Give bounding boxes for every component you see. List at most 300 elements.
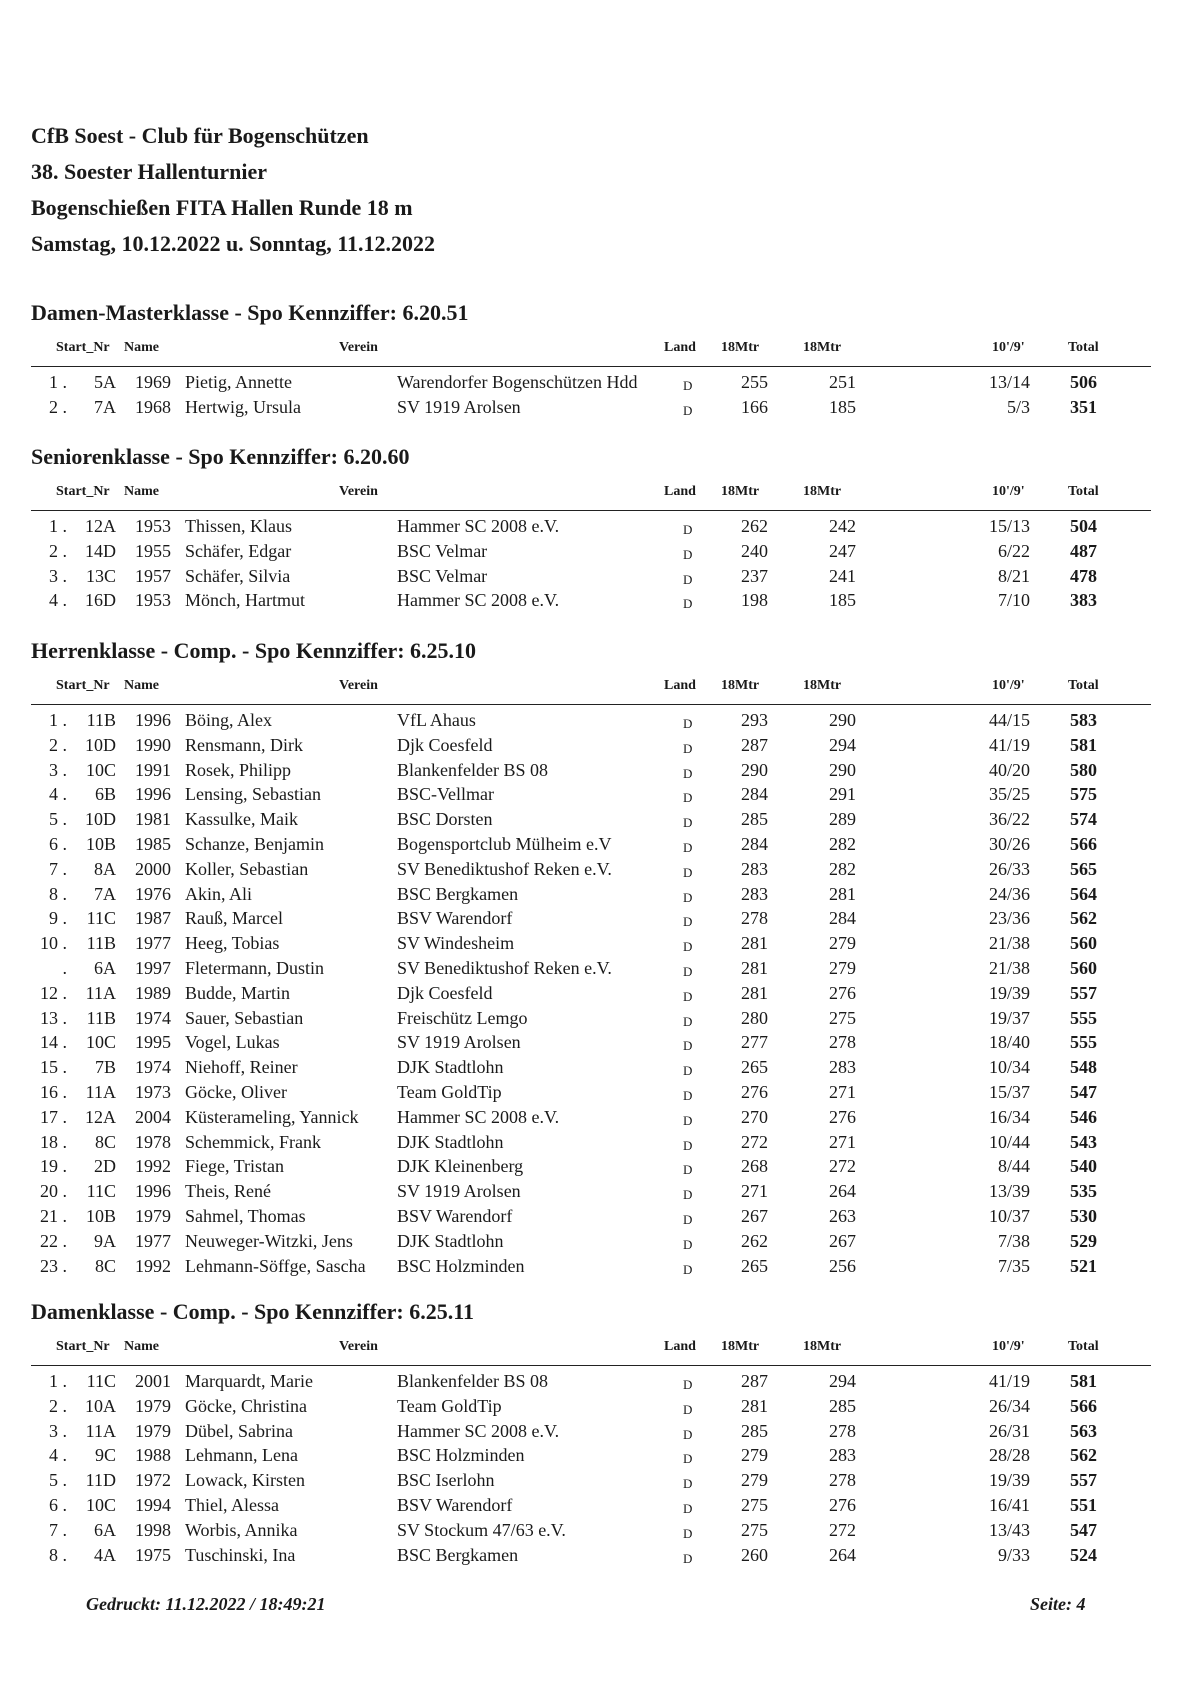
col-header-name: Name — [124, 484, 159, 499]
round1-score-cell: 279 — [741, 1445, 768, 1466]
tens-nines-cell: 35/25 — [988, 784, 1030, 805]
rank-cell: 8 . — [49, 1544, 67, 1565]
athlete-name-cell: Theis, René — [185, 1181, 271, 1202]
club-cell: Blankenfelder BS 08 — [397, 759, 548, 780]
rank-cell: 23 . — [40, 1255, 67, 1276]
tens-nines-cell: 36/22 — [988, 809, 1030, 830]
birth-year-cell: 1988 — [135, 1445, 171, 1466]
round1-score-cell: 290 — [741, 759, 768, 780]
birth-year-cell: 1996 — [135, 784, 171, 805]
round1-score-cell: 287 — [741, 734, 768, 755]
club-cell: SV Stockum 47/63 e.V. — [397, 1519, 566, 1540]
document-header — [31, 118, 435, 262]
round1-score-cell: 285 — [741, 1420, 768, 1441]
total-score-cell: 478 — [1070, 565, 1097, 586]
col-header-verein: Verein — [339, 1339, 378, 1354]
start-nr-cell: 10C — [85, 1494, 116, 1515]
round2-score-cell: 271 — [829, 1081, 856, 1102]
rank-cell: 12 . — [40, 982, 67, 1003]
round2-score-cell: 294 — [829, 1371, 856, 1391]
rank-cell: 5 . — [49, 1470, 67, 1491]
col-header-total: Total — [1068, 484, 1099, 499]
athlete-name-cell: Fiege, Tristan — [185, 1156, 285, 1177]
tens-nines-cell: 44/15 — [988, 710, 1030, 730]
result-row — [31, 1080, 1151, 1105]
discipline-title: Bogenschießen FITA Hallen Runde 18 m — [31, 195, 413, 220]
athlete-name-cell: Göcke, Christina — [185, 1395, 307, 1416]
rank-cell: 19 . — [40, 1156, 67, 1177]
tens-nines-cell: 40/20 — [988, 759, 1030, 780]
birth-year-cell: 2000 — [135, 858, 171, 879]
country-cell: D — [683, 1063, 693, 1079]
results-section — [31, 444, 1151, 613]
total-score-cell: 351 — [1070, 396, 1097, 417]
start-nr-cell: 10C — [85, 759, 116, 780]
athlete-name-cell: Koller, Sebastian — [185, 858, 309, 879]
tens-nines-cell: 8/21 — [997, 565, 1030, 586]
tens-nines-cell: 19/37 — [988, 1007, 1030, 1028]
total-score-cell: 521 — [1070, 1255, 1097, 1276]
result-row — [31, 1254, 1151, 1279]
rank-cell: 18 . — [40, 1131, 67, 1152]
col-header-tens-nines: 10'/9' — [992, 484, 1025, 499]
athlete-name-cell: Pietig, Annette — [185, 372, 292, 392]
start-nr-cell: 8C — [94, 1255, 116, 1276]
athlete-name-cell: Worbis, Annika — [185, 1519, 298, 1540]
result-row — [31, 1055, 1151, 1080]
start-nr-cell: 11D — [85, 1470, 116, 1491]
round2-score-cell: 242 — [829, 516, 856, 536]
event-dates: Samstag, 10.12.2022 u. Sonntag, 11.12.2022 — [31, 231, 436, 256]
rank-cell: 10 . — [40, 933, 67, 954]
total-score-cell: 566 — [1070, 1395, 1097, 1416]
round1-score-cell: 260 — [741, 1544, 768, 1565]
total-score-cell: 487 — [1070, 540, 1097, 561]
start-nr-cell: 10D — [85, 809, 116, 830]
club-cell: Djk Coesfeld — [397, 734, 493, 755]
total-score-cell: 562 — [1070, 908, 1097, 929]
rank-cell: . — [62, 957, 67, 978]
country-cell: D — [683, 1525, 693, 1541]
tens-nines-cell: 28/28 — [988, 1445, 1030, 1466]
birth-year-cell: 1987 — [135, 908, 171, 929]
country-cell: D — [683, 988, 693, 1004]
result-row — [31, 956, 1151, 981]
round2-score-cell: 278 — [829, 1032, 856, 1053]
birth-year-cell: 1957 — [135, 565, 171, 586]
birth-year-cell: 1979 — [135, 1205, 171, 1226]
col-header-18mtr-2: 18Mtr — [803, 678, 842, 693]
club-cell: DJK Stadtlohn — [397, 1131, 504, 1152]
round2-score-cell: 283 — [829, 1057, 856, 1078]
country-cell: D — [683, 1476, 693, 1492]
club-cell: BSC Iserlohn — [397, 1470, 495, 1491]
start-nr-cell: 12A — [85, 516, 116, 536]
page-number: Seite: 4 — [1030, 1594, 1086, 1614]
round2-score-cell: 285 — [829, 1395, 856, 1416]
section-title: Damenklasse - Comp. - Spo Kennziffer: 6.25.11 — [31, 1299, 475, 1324]
round2-score-cell: 279 — [829, 933, 856, 954]
result-row — [31, 1443, 1151, 1468]
birth-year-cell: 1979 — [135, 1395, 171, 1416]
country-cell: D — [683, 790, 693, 806]
col-header-total: Total — [1068, 678, 1099, 693]
athlete-name-cell: Rauß, Marcel — [185, 908, 283, 929]
club-cell: BSV Warendorf — [397, 1494, 513, 1515]
result-row — [31, 514, 1151, 539]
round1-score-cell: 281 — [741, 982, 768, 1003]
round2-score-cell: 281 — [829, 883, 856, 904]
birth-year-cell: 1998 — [135, 1519, 171, 1540]
birth-year-cell: 1985 — [135, 833, 171, 854]
round1-score-cell: 270 — [741, 1106, 768, 1127]
rank-cell: 20 . — [40, 1181, 67, 1202]
athlete-name-cell: Kassulke, Maik — [185, 809, 298, 830]
tens-nines-cell: 6/22 — [997, 540, 1030, 561]
round1-score-cell: 275 — [741, 1494, 768, 1515]
club-cell: BSC Holzminden — [397, 1255, 525, 1276]
birth-year-cell: 1996 — [135, 1181, 171, 1202]
round1-score-cell: 287 — [741, 1371, 768, 1391]
tens-nines-cell: 13/39 — [988, 1181, 1030, 1202]
start-nr-cell: 10C — [85, 1032, 116, 1053]
club-cell: Hammer SC 2008 e.V. — [397, 1420, 560, 1441]
athlete-name-cell: Lowack, Kirsten — [185, 1470, 305, 1491]
result-row — [31, 1369, 1151, 1394]
results-section — [31, 1299, 1151, 1567]
country-cell: D — [683, 546, 693, 562]
club-cell: Team GoldTip — [397, 1395, 502, 1416]
rank-cell: 4 . — [49, 784, 67, 805]
country-cell: D — [683, 1426, 693, 1442]
tens-nines-cell: 16/34 — [988, 1106, 1030, 1127]
club-cell: Warendorfer Bogenschützen Hdd — [397, 372, 638, 392]
total-score-cell: 565 — [1070, 858, 1097, 879]
total-score-cell: 524 — [1070, 1544, 1097, 1565]
birth-year-cell: 1989 — [135, 982, 171, 1003]
total-score-cell: 563 — [1070, 1420, 1097, 1441]
country-cell: D — [683, 963, 693, 979]
country-cell: D — [683, 1500, 693, 1516]
tens-nines-cell: 7/35 — [997, 1255, 1030, 1276]
start-nr-cell: 9C — [94, 1445, 116, 1466]
rank-cell: 2 . — [49, 1395, 67, 1416]
tens-nines-cell: 16/41 — [988, 1494, 1030, 1515]
country-cell: D — [683, 1013, 693, 1029]
tens-nines-cell: 19/39 — [988, 982, 1030, 1003]
start-nr-cell: 10B — [85, 1205, 116, 1226]
athlete-name-cell: Hertwig, Ursula — [185, 396, 301, 417]
rank-cell: 8 . — [49, 883, 67, 904]
rank-cell: 15 . — [40, 1057, 67, 1078]
round2-score-cell: 276 — [829, 1494, 856, 1515]
athlete-name-cell: Budde, Martin — [185, 982, 290, 1003]
rank-cell: 9 . — [49, 908, 67, 929]
column-header-row — [31, 336, 1151, 364]
rank-cell: 6 . — [49, 1494, 67, 1515]
start-nr-cell: 10A — [85, 1395, 116, 1416]
round1-score-cell: 271 — [741, 1181, 768, 1202]
round1-score-cell: 284 — [741, 784, 768, 805]
birth-year-cell: 1990 — [135, 734, 171, 755]
rank-cell: 13 . — [40, 1007, 67, 1028]
tens-nines-cell: 41/19 — [988, 1371, 1030, 1391]
col-header-name: Name — [124, 1339, 159, 1354]
country-cell: D — [683, 716, 693, 731]
athlete-name-cell: Lehmann, Lena — [185, 1445, 298, 1466]
club-cell: BSC Bergkamen — [397, 1544, 519, 1565]
birth-year-cell: 1975 — [135, 1544, 171, 1565]
birth-year-cell: 1955 — [135, 540, 171, 561]
club-cell: Hammer SC 2008 e.V. — [397, 516, 560, 536]
club-cell: BSC-Vellmar — [397, 784, 494, 805]
result-row — [31, 882, 1151, 907]
country-cell: D — [683, 864, 693, 880]
round2-score-cell: 291 — [829, 784, 856, 805]
rank-cell: 3 . — [49, 565, 67, 586]
club-cell: Djk Coesfeld — [397, 982, 493, 1003]
country-cell: D — [683, 1162, 693, 1178]
country-cell: D — [683, 1038, 693, 1054]
club-cell: SV 1919 Arolsen — [397, 1181, 521, 1202]
country-cell: D — [683, 571, 693, 587]
total-score-cell: 506 — [1070, 372, 1097, 392]
rank-cell: 4 . — [49, 590, 67, 611]
result-row — [31, 1468, 1151, 1493]
col-header-name: Name — [124, 678, 159, 693]
start-nr-cell: 8C — [94, 1131, 116, 1152]
club-cell: DJK Kleinenberg — [397, 1156, 524, 1177]
total-score-cell: 548 — [1070, 1057, 1097, 1078]
athlete-name-cell: Lehmann-Söffge, Sascha — [185, 1255, 366, 1276]
total-score-cell: 529 — [1070, 1230, 1097, 1251]
tens-nines-cell: 5/3 — [1006, 396, 1030, 417]
country-cell: D — [683, 1261, 693, 1277]
start-nr-cell: 7B — [94, 1057, 116, 1078]
result-row — [31, 1006, 1151, 1031]
result-row — [31, 1154, 1151, 1179]
athlete-name-cell: Schäfer, Edgar — [185, 540, 292, 561]
round1-score-cell: 285 — [741, 809, 768, 830]
round1-score-cell: 267 — [741, 1205, 768, 1226]
start-nr-cell: 2D — [94, 1156, 116, 1177]
rank-cell: 1 . — [49, 1371, 67, 1391]
athlete-name-cell: Marquardt, Marie — [185, 1371, 313, 1391]
col-header-land: Land — [664, 1339, 696, 1354]
tens-nines-cell: 18/40 — [988, 1032, 1030, 1053]
total-score-cell: 557 — [1070, 982, 1097, 1003]
round2-score-cell: 283 — [829, 1445, 856, 1466]
birth-year-cell: 1969 — [135, 372, 171, 392]
rank-cell: 1 . — [49, 516, 67, 536]
result-row — [31, 564, 1151, 589]
total-score-cell: 540 — [1070, 1156, 1097, 1177]
start-nr-cell: 6A — [94, 1519, 116, 1540]
country-cell: D — [683, 1550, 693, 1566]
results-section — [31, 638, 1151, 1278]
round2-score-cell: 290 — [829, 759, 856, 780]
birth-year-cell: 1976 — [135, 883, 171, 904]
column-header-row — [31, 1335, 1151, 1363]
country-cell: D — [683, 815, 693, 831]
start-nr-cell: 11C — [86, 1181, 116, 1202]
round2-score-cell: 278 — [829, 1470, 856, 1491]
total-score-cell: 555 — [1070, 1007, 1097, 1028]
round1-score-cell: 284 — [741, 833, 768, 854]
col-header-start-nr: Start_Nr — [56, 484, 110, 499]
total-score-cell: 575 — [1070, 784, 1097, 805]
club-cell: VfL Ahaus — [397, 710, 476, 730]
birth-year-cell: 1968 — [135, 396, 171, 417]
start-nr-cell: 11B — [86, 1007, 116, 1028]
rank-cell: 3 . — [49, 759, 67, 780]
result-row — [31, 807, 1151, 832]
birth-year-cell: 1977 — [135, 933, 171, 954]
start-nr-cell: 11B — [86, 933, 116, 954]
result-row — [31, 1105, 1151, 1130]
tens-nines-cell: 41/19 — [988, 734, 1030, 755]
tens-nines-cell: 7/38 — [997, 1230, 1030, 1251]
col-header-tens-nines: 10'/9' — [992, 678, 1025, 693]
round2-score-cell: 284 — [829, 908, 856, 929]
athlete-name-cell: Rensmann, Dirk — [185, 734, 303, 755]
round1-score-cell: 262 — [741, 516, 768, 536]
header-divider — [31, 510, 1151, 511]
round2-score-cell: 276 — [829, 982, 856, 1003]
birth-year-cell: 1978 — [135, 1131, 171, 1152]
start-nr-cell: 11A — [85, 1420, 116, 1441]
result-row — [31, 931, 1151, 956]
round2-score-cell: 278 — [829, 1420, 856, 1441]
total-score-cell: 547 — [1070, 1519, 1097, 1540]
round1-score-cell: 283 — [741, 883, 768, 904]
athlete-name-cell: Göcke, Oliver — [185, 1081, 287, 1102]
tens-nines-cell: 10/34 — [988, 1057, 1030, 1078]
birth-year-cell: 1973 — [135, 1081, 171, 1102]
birth-year-cell: 1979 — [135, 1420, 171, 1441]
club-cell: DJK Stadtlohn — [397, 1057, 504, 1078]
round2-score-cell: 275 — [829, 1007, 856, 1028]
start-nr-cell: 10B — [85, 833, 116, 854]
start-nr-cell: 6B — [94, 784, 116, 805]
athlete-name-cell: Fletermann, Dustin — [185, 957, 324, 978]
result-row — [31, 1419, 1151, 1444]
round1-score-cell: 198 — [741, 590, 768, 611]
round1-score-cell: 283 — [741, 858, 768, 879]
birth-year-cell: 1974 — [135, 1057, 171, 1078]
total-score-cell: 546 — [1070, 1106, 1097, 1127]
round2-score-cell: 294 — [829, 734, 856, 755]
column-header-row — [31, 480, 1151, 508]
club-cell: Bogensportclub Mülheim e.V — [397, 833, 612, 854]
country-cell: D — [683, 914, 693, 930]
total-score-cell: 574 — [1070, 809, 1097, 830]
club-cell: Hammer SC 2008 e.V. — [397, 1106, 560, 1127]
round1-score-cell: 265 — [741, 1255, 768, 1276]
round2-score-cell: 264 — [829, 1544, 856, 1565]
athlete-name-cell: Lensing, Sebastian — [185, 784, 321, 805]
club-cell: Team GoldTip — [397, 1081, 502, 1102]
round2-score-cell: 282 — [829, 858, 856, 879]
result-row — [31, 588, 1151, 613]
start-nr-cell: 8A — [94, 858, 116, 879]
round2-score-cell: 185 — [829, 396, 856, 417]
result-row — [31, 1229, 1151, 1254]
start-nr-cell: 11B — [86, 710, 116, 730]
start-nr-cell: 12A — [85, 1106, 116, 1127]
birth-year-cell: 1953 — [135, 590, 171, 611]
birth-year-cell: 1972 — [135, 1470, 171, 1491]
result-row — [31, 1179, 1151, 1204]
round1-score-cell: 276 — [741, 1081, 768, 1102]
rank-cell: 6 . — [49, 833, 67, 854]
tens-nines-cell: 10/44 — [988, 1131, 1030, 1152]
round2-score-cell: 276 — [829, 1106, 856, 1127]
rank-cell: 7 . — [49, 1519, 67, 1540]
country-cell: D — [683, 1211, 693, 1227]
club-cell: Hammer SC 2008 e.V. — [397, 590, 560, 611]
col-header-18mtr-2: 18Mtr — [803, 484, 842, 499]
club-cell: SV Benediktushof Reken e.V. — [397, 957, 612, 978]
club-cell: SV Benediktushof Reken e.V. — [397, 858, 612, 879]
round2-score-cell: 272 — [829, 1519, 856, 1540]
club-cell: DJK Stadtlohn — [397, 1230, 504, 1251]
total-score-cell: 557 — [1070, 1470, 1097, 1491]
result-row — [31, 1543, 1151, 1568]
rank-cell: 2 . — [49, 734, 67, 755]
total-score-cell: 504 — [1070, 516, 1097, 536]
rank-cell: 21 . — [40, 1205, 67, 1226]
start-nr-cell: 9A — [94, 1230, 116, 1251]
total-score-cell: 583 — [1070, 710, 1097, 730]
result-row — [31, 981, 1151, 1006]
club-cell: SV 1919 Arolsen — [397, 1032, 521, 1053]
section-title: Damen-Masterklasse - Spo Kennziffer: 6.20.51 — [31, 300, 469, 325]
round1-score-cell: 281 — [741, 933, 768, 954]
birth-year-cell: 1995 — [135, 1032, 171, 1053]
tens-nines-cell: 30/26 — [988, 833, 1030, 854]
start-nr-cell: 16D — [85, 590, 116, 611]
club-cell: BSC Dorsten — [397, 809, 493, 830]
start-nr-cell: 6A — [94, 957, 116, 978]
round1-score-cell: 262 — [741, 1230, 768, 1251]
col-header-verein: Verein — [339, 340, 378, 355]
rank-cell: 2 . — [49, 396, 67, 417]
club-cell: Freischütz Lemgo — [397, 1007, 528, 1028]
country-cell: D — [683, 889, 693, 905]
total-score-cell: 580 — [1070, 759, 1097, 780]
round1-score-cell: 166 — [741, 396, 768, 417]
athlete-name-cell: Schanze, Benjamin — [185, 833, 324, 854]
tens-nines-cell: 26/34 — [988, 1395, 1030, 1416]
tens-nines-cell: 23/36 — [988, 908, 1030, 929]
result-row — [31, 857, 1151, 882]
rank-cell: 2 . — [49, 540, 67, 561]
total-score-cell: 535 — [1070, 1181, 1097, 1202]
total-score-cell: 581 — [1070, 734, 1097, 755]
country-cell: D — [683, 402, 693, 418]
col-header-start-nr: Start_Nr — [56, 340, 110, 355]
col-header-land: Land — [664, 678, 696, 693]
club-cell: Blankenfelder BS 08 — [397, 1371, 548, 1391]
club-cell: BSC Velmar — [397, 565, 488, 586]
result-row — [31, 1204, 1151, 1229]
round1-score-cell: 268 — [741, 1156, 768, 1177]
rank-cell: 17 . — [40, 1106, 67, 1127]
col-header-verein: Verein — [339, 484, 378, 499]
col-header-start-nr: Start_Nr — [56, 1339, 110, 1354]
athlete-name-cell: Sahmel, Thomas — [185, 1205, 306, 1226]
